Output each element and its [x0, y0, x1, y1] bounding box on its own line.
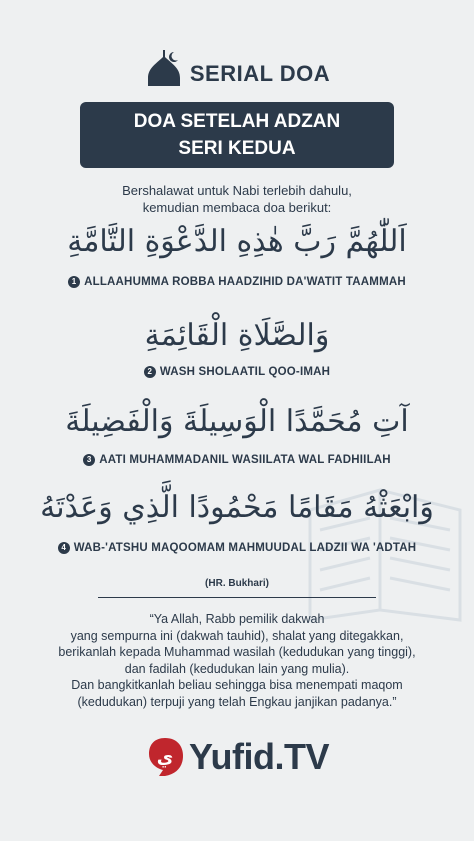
series-label: SERIAL DOA [189, 61, 331, 86]
intro-line-1: Bershalawat untuk Nabi terlebih dahulu, [122, 183, 352, 198]
verse-3-arabic: آتِ مُحَمَّدًا الْوَسِيلَةَ وَالْفَضِيلَةَ [65, 404, 409, 439]
verse-4-transliteration-text: WAB-'ATSHU MAQOOMAM MAHMUUDAL LADZII WA 'ADTAH [73, 542, 417, 554]
translation-line-3: berikanlah kepada Muhammad wasilah (kedudukan yang tinggi), [58, 645, 416, 659]
verse-3-number-badge: 3 [83, 454, 95, 466]
translation-text [0, 611, 474, 710]
verse-3-transliteration-text: AATI MUHAMMADANIL WASIILATA WAL FADHIILAH [99, 454, 391, 466]
verse-2-transliteration [0, 366, 474, 378]
translation-line-4: dan fadilah (kedudukan lain yang mulia). [124, 661, 350, 676]
mosque-dome-icon [144, 48, 184, 88]
intro-text [0, 182, 474, 216]
hadith-source: (HR. Bukhari) [205, 578, 269, 589]
yufid-logo-icon [145, 736, 185, 778]
verse-2-arabic: وَالصَّلَاةِ الْقَائِمَةِ [144, 318, 330, 353]
verse-4-arabic: وَابْعَثْهُ مَقَامًا مَحْمُودًا الَّذِي وَعَدْتَهُ [40, 490, 434, 525]
brand-name: Yufid.TV [189, 736, 329, 777]
divider-line [98, 597, 376, 598]
title-line-1: DOA SETELAH ADZAN [133, 111, 341, 132]
intro-line-2: kemudian membaca doa berikut: [142, 200, 332, 215]
verse-4-number-badge: 4 [58, 542, 70, 554]
verse-3-transliteration [0, 454, 474, 466]
translation-line-5: Dan bangkitkanlah beliau sehingga bisa menempati maqom [71, 678, 403, 692]
verse-1-number-badge: 1 [68, 276, 80, 288]
verse-2-transliteration-text: WASH SHOLAATIL QOO-IMAH [159, 366, 331, 378]
title-banner [80, 102, 394, 168]
translation-line-6: (kedudukan) terpuji yang telah Engkau janjikan padanya.” [77, 694, 397, 709]
verse-2-number-badge: 2 [144, 366, 156, 378]
verse-1-transliteration [0, 276, 474, 288]
verse-1-arabic: اَللّٰهُمَّ رَبَّ هٰذِهِ الدَّعْوَةِ التَّامَّةِ [67, 224, 407, 259]
translation-line-2: yang sempurna ini (dakwah tauhid), shalat yang ditegakkan, [70, 628, 404, 643]
brand-logo [0, 736, 474, 778]
title-line-2: SERI KEDUA [178, 138, 296, 159]
verse-1-transliteration-text: ALLAAHUMMA ROBBA HAADZIHID DA'WATIT TAAMMAH [84, 276, 406, 288]
verse-4-transliteration [0, 542, 474, 554]
translation-line-1: “Ya Allah, Rabb pemilik dakwah [149, 612, 325, 626]
yufid-logo-glyph: ي [156, 747, 174, 768]
series-header [0, 48, 474, 88]
